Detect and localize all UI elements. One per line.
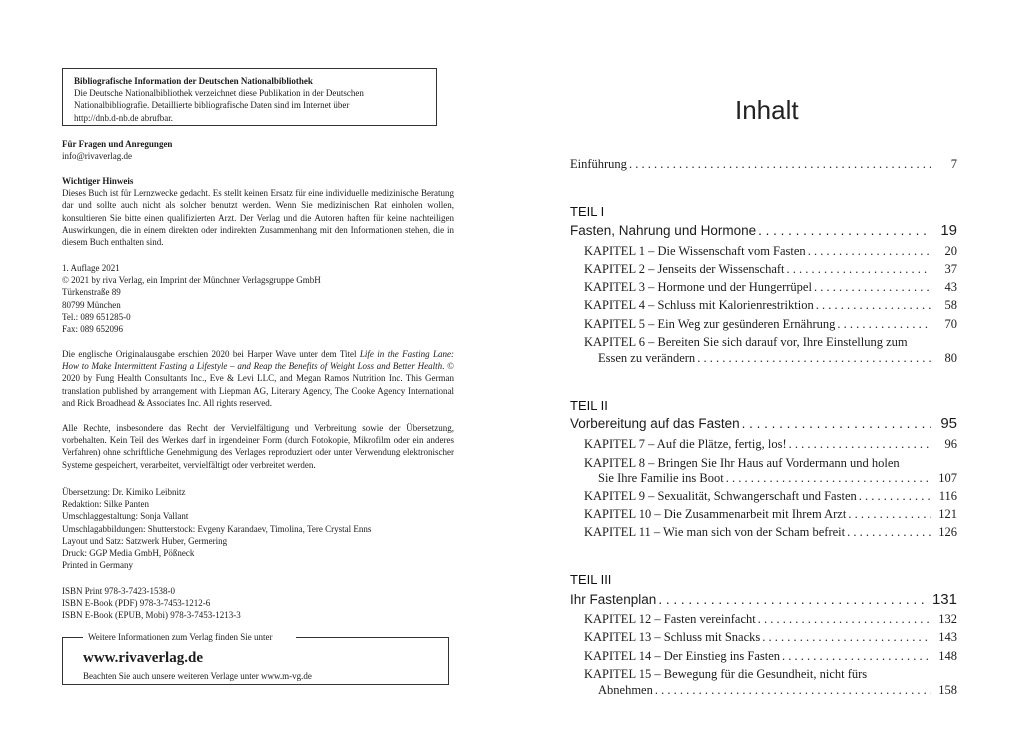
edition-line: Tel.: 089 651285-0 — [62, 311, 131, 322]
original-edition-block — [62, 348, 454, 409]
credit-line: Umschlagabbildungen: Shutterstock: Evgeny Karandaev, Timolina, Tere Crystal Enns — [62, 523, 372, 534]
toc-leader-dots — [808, 242, 931, 260]
rights-text: Alle Rechte, insbesondere das Recht der Vervielfältigung und Verbreitung sowie der Übersetzung, vorbehalten. Kein Teil des Werkes darf in irgendeiner Form (durch Fotokopie, Mikrofilm oder ein anderes Verfahren) ohne schriftliche Genehmigung des Verlages reproduziert oder unter Verwendung elektronischer Systeme gespeichert, verarbeitet, vervielfältigt oder verbreitet werden. — [62, 423, 454, 470]
chapter-page: 116 — [938, 489, 957, 503]
toc-chapter-entry — [584, 523, 957, 541]
contact-title: Für Fragen und Anregungen — [62, 139, 173, 149]
toc-leader-dots — [848, 505, 931, 523]
credits-block — [62, 486, 454, 571]
toc-chapter-entry — [584, 278, 957, 296]
notice-title: Wichtiger Hinweis — [62, 176, 134, 186]
part-title-entry — [570, 415, 957, 433]
bib-box-line: http://dnb.d-nb.de abrufbar. — [74, 112, 173, 123]
toc-leader-dots — [859, 487, 931, 505]
toc-leader-dots — [814, 278, 931, 296]
chapter-page: 37 — [944, 262, 957, 276]
original-edition-text — [62, 348, 454, 409]
part-title-entry — [570, 222, 957, 240]
part-title: Fasten, Nahrung und Hormone — [570, 223, 757, 238]
toc-chapter-continuation — [598, 349, 957, 367]
toc-chapter-entry — [584, 260, 957, 278]
toc-leader-dots — [837, 315, 931, 333]
toc-leader-dots — [697, 349, 931, 367]
edition-line: 80799 München — [62, 299, 121, 310]
toc-entry-page: 131 — [931, 591, 957, 608]
chapter-label: KAPITEL 10 – Die Zusammenarbeit mit Ihrem Arzt — [584, 507, 847, 521]
chapter-label: KAPITEL 7 – Auf die Plätze, fertig, los! — [584, 437, 787, 451]
bib-box-title: Bibliografische Information der Deutschen Nationalbibliothek — [74, 76, 313, 86]
publisher-website: www.rivaverlag.de — [83, 650, 203, 666]
bibliographic-info-box — [62, 68, 437, 126]
isbn-line: ISBN E-Book (EPUB, Mobi) 978-3-7453-1213-3 — [62, 610, 241, 621]
toc-leader-dots — [742, 415, 931, 433]
chapter-label: KAPITEL 15 – Bewegung für die Gesundheit, nicht fürs — [584, 667, 868, 681]
bib-box-line: Nationalbibliografie. Detaillierte bibliografische Daten sind im Internet über — [74, 100, 350, 111]
toc-chapter-entry — [584, 505, 957, 523]
credit-line: Umschlaggestaltung: Sonja Vallant — [62, 511, 189, 522]
contact-email: info@rivaverlag.de — [62, 151, 133, 162]
toc-chapter-continuation — [598, 681, 957, 699]
edition-line: Fax: 089 652096 — [62, 324, 124, 335]
original-text-after: . © 2020 by Fung Health Consultants Inc., Eve & Levi LLC, and Megan Ramos Nutrition Inc. This German translation published by arrangement with Liepman AG, Literary Agency, The Cooke Agency International and Rick Broadhead & Associates Inc. All rights reserved. — [62, 361, 454, 408]
toc-leader-dots — [758, 222, 931, 240]
toc-chapter-entry — [584, 296, 957, 314]
contact-block — [62, 138, 454, 162]
toc-leader-dots — [726, 469, 931, 487]
toc-title: Inhalt — [735, 95, 799, 125]
chapter-page: 126 — [938, 525, 957, 539]
chapter-label: KAPITEL 3 – Hormone und der Hungerrüpel — [584, 280, 812, 294]
toc-entry-intro — [570, 155, 957, 173]
part-heading: TEIL II — [570, 398, 608, 413]
toc-entry-page: 7 — [950, 157, 957, 171]
toc-chapter-entry — [584, 487, 957, 505]
toc-chapter-entry — [584, 628, 957, 646]
chapter-page: 158 — [938, 683, 957, 697]
chapter-label: KAPITEL 14 – Der Einstieg ins Fasten — [584, 649, 781, 663]
toc-leader-dots — [658, 591, 928, 609]
see-also-text: Beachten Sie auch unsere weiteren Verlage unter www.m-vg.de — [83, 671, 312, 681]
part-title-entry — [570, 591, 957, 609]
chapter-page: 80 — [944, 351, 957, 365]
chapter-label-cont: Abnehmen — [598, 683, 653, 697]
part-heading: TEIL I — [570, 204, 605, 219]
isbn-line: ISBN E-Book (PDF) 978-3-7453-1212-6 — [62, 598, 211, 609]
chapter-label: KAPITEL 4 – Schluss mit Kalorienrestriktion — [584, 298, 814, 312]
chapter-label: KAPITEL 13 – Schluss mit Snacks — [584, 630, 761, 644]
edition-line: © 2021 by riva Verlag, ein Imprint der Münchner Verlagsgruppe GmbH — [62, 275, 321, 286]
chapter-page: 107 — [938, 471, 957, 485]
toc-chapter-entry — [584, 647, 957, 665]
original-text-before: Die englische Originalausgabe erschien 2020 bei Harper Wave unter dem Titel — [62, 349, 360, 359]
part-title: Ihr Fastenplan — [570, 592, 657, 607]
chapter-label: KAPITEL 12 – Fasten vereinfacht — [584, 612, 756, 626]
toc-leader-dots — [782, 647, 931, 665]
chapter-page: 143 — [938, 630, 957, 644]
chapter-page: 132 — [938, 612, 957, 626]
edition-line: Türkenstraße 89 — [62, 287, 121, 298]
chapter-page: 121 — [938, 507, 957, 521]
toc-leader-dots — [762, 628, 931, 646]
chapter-label: KAPITEL 11 – Wie man sich von der Scham befreit — [584, 525, 846, 539]
part-title: Vorbereitung auf das Fasten — [570, 416, 740, 431]
chapter-page: 20 — [944, 244, 957, 258]
rights-block — [62, 422, 454, 471]
toc-chapter-entry — [584, 435, 957, 453]
chapter-label-cont: Essen zu verändern — [598, 351, 696, 365]
toc-entry-label: Einführung — [570, 157, 627, 171]
toc-chapter-entry — [584, 242, 957, 260]
toc-leader-dots — [787, 260, 931, 278]
isbn-line: ISBN Print 978-3-7423-1538-0 — [62, 586, 175, 596]
toc-chapter-entry — [584, 610, 957, 628]
toc-chapter-entry — [584, 315, 957, 333]
part-heading: TEIL III — [570, 572, 612, 587]
credit-line: Übersetzung: Dr. Kimiko Leibnitz — [62, 487, 186, 497]
chapter-label: KAPITEL 6 – Bereiten Sie sich darauf vor, Ihre Einstellung zum — [584, 335, 908, 349]
chapter-label: KAPITEL 5 – Ein Weg zur gesünderen Ernährung — [584, 317, 836, 331]
chapter-label: KAPITEL 1 – Die Wissenschaft vom Fasten — [584, 244, 806, 258]
edition-block — [62, 262, 454, 335]
notice-block — [62, 175, 454, 248]
toc-chapter-continuation — [598, 469, 957, 487]
credit-line: Druck: GGP Media GmbH, Pößneck — [62, 548, 195, 559]
chapter-page: 148 — [938, 649, 957, 663]
chapter-page: 70 — [944, 317, 957, 331]
toc-leader-dots — [789, 435, 931, 453]
toc-entry-page: 95 — [940, 415, 957, 432]
isbn-block — [62, 585, 454, 622]
credit-line: Printed in Germany — [62, 560, 133, 571]
toc-leader-dots — [847, 523, 931, 541]
credit-line: Redaktion: Silke Panten — [62, 499, 149, 510]
credit-line: Layout und Satz: Satzwerk Huber, Germering — [62, 535, 228, 546]
bib-box-line: Die Deutsche Nationalbibliothek verzeichnet diese Publikation in der Deutschen — [74, 88, 364, 99]
toc-leader-dots — [816, 296, 931, 314]
chapter-page: 58 — [944, 298, 957, 312]
chapter-label: KAPITEL 8 – Bringen Sie Ihr Haus auf Vordermann und holen — [584, 456, 900, 470]
chapter-page: 96 — [944, 437, 957, 451]
chapter-label-cont: Sie Ihre Familie ins Boot — [598, 471, 724, 485]
notice-text: Dieses Buch ist für Lernzwecke gedacht. Es stellt keinen Ersatz für eine individuelle medizinische Beratung dar und sollte auch nicht als solcher benutzt werden. Wenn Sie medizinischen Rat einholen wollen, konsultieren Sie bitte einen qualifizierten Arzt. Der Verlag und die Autoren haften für keine nachteiligen Auswirkungen, die in einem direkten oder indirekten Zusammenhang mit den Informationen stehen, die in diesem Buch enthalten sind. — [62, 188, 454, 248]
chapter-label: KAPITEL 2 – Jenseits der Wissenschaft — [584, 262, 785, 276]
toc-leader-dots — [629, 155, 931, 173]
toc-leader-dots — [758, 610, 931, 628]
toc-leader-dots — [655, 681, 931, 699]
original-title-italic: Life in the Fasting Lane: How to Make Intermittent Fasting a Lifestyle – and Reap the Benefits of Weight Loss and Better Health — [62, 349, 454, 372]
toc-entry-page: 19 — [940, 222, 957, 239]
edition-line: 1. Auflage 2021 — [62, 263, 120, 273]
chapter-label: KAPITEL 9 – Sexualität, Schwangerschaft und Fasten — [584, 489, 857, 503]
chapter-page: 43 — [944, 280, 957, 294]
further-info-text: Weitere Informationen zum Verlag finden Sie unter — [88, 632, 273, 642]
